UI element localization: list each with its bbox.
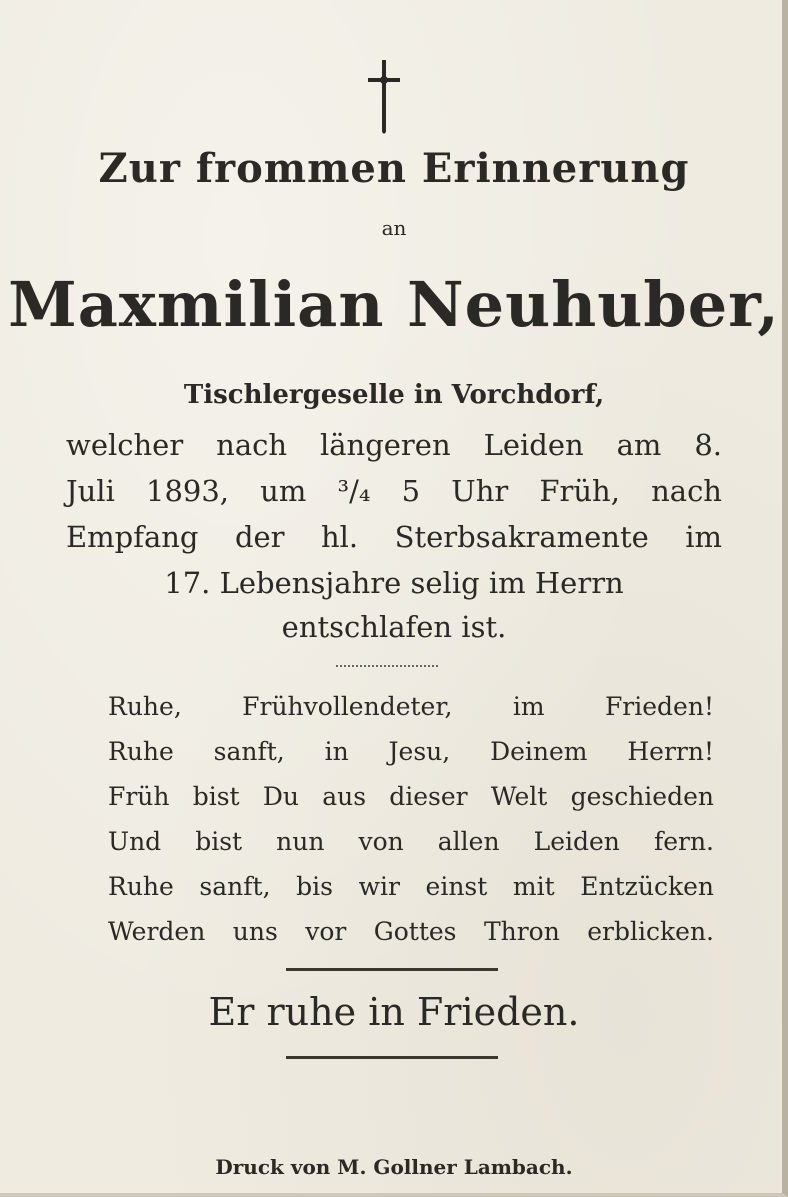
closing-line: Er ruhe in Frieden.	[208, 990, 580, 1034]
divider-top	[286, 968, 498, 971]
verse-line: Und bist nun von allen Leiden fern.	[108, 827, 714, 856]
printer-credit: Druck von M. Gollner Lambach.	[215, 1155, 573, 1179]
bio-line: 17. Lebensjahre selig im Herrn	[164, 566, 624, 600]
bio-line: Juli 1893, um ³/₄ 5 Uhr Früh, nach	[66, 474, 722, 508]
verse-line: Werden uns vor Gottes Thron erblicken.	[108, 917, 714, 946]
cross-icon	[364, 58, 404, 134]
verse-line: Ruhe sanft, bis wir einst mit Entzücken	[108, 872, 714, 901]
verse-line: Ruhe sanft, in Jesu, Deinem Herrn!	[108, 737, 714, 766]
verse-line: Ruhe, Frühvollendeter, im Frieden!	[108, 692, 714, 721]
deceased-name: Maxmilian Neuhuber,	[8, 268, 780, 341]
bio-line: Empfang der hl. Sterbsakramente im	[66, 520, 722, 554]
divider-bottom	[286, 1056, 498, 1059]
dotted-divider	[336, 665, 438, 667]
occupation: Tischlergeselle in Vorchdorf,	[183, 380, 605, 410]
heading: Zur frommen Erinnerung	[98, 145, 690, 192]
bio-line: entschlafen ist.	[281, 610, 507, 644]
dedication-word: an	[381, 216, 407, 240]
bio-line: welcher nach längeren Leiden am 8.	[66, 428, 722, 462]
verse-line: Früh bist Du aus dieser Welt geschieden	[108, 782, 714, 811]
